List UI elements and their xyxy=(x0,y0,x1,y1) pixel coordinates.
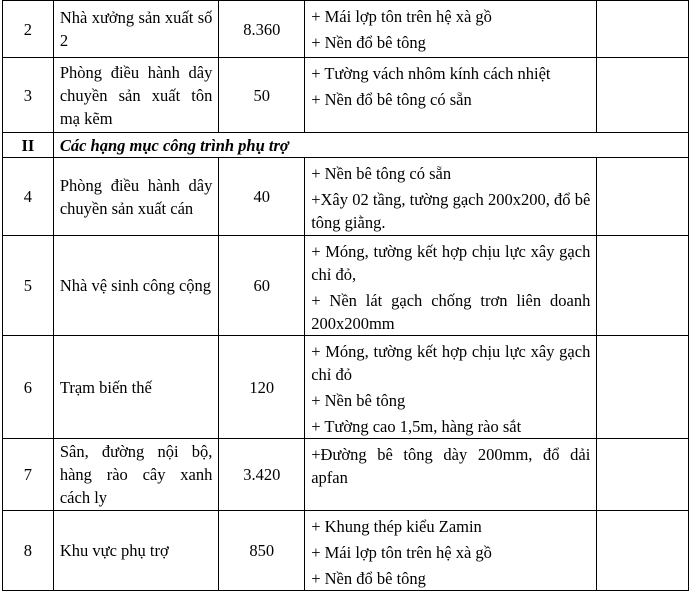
description-line: +Đường bê tông dày 200mm, đổ dải apfan xyxy=(311,445,591,487)
description-line: + Mái lợp tôn trên hệ xà gồ xyxy=(311,7,492,26)
section-title: Các hạng mục công trình phụ trợ xyxy=(53,133,688,158)
description-line: + Nền đổ bê tông xyxy=(311,569,426,588)
table-row xyxy=(3,336,689,439)
description-line: +Xây 02 tầng, tường gạch 200x200, đổ bê tông giằng. xyxy=(311,190,591,232)
section-number: II xyxy=(3,133,54,158)
table-row xyxy=(3,511,689,591)
item-description xyxy=(305,58,597,133)
item-name: Trạm biến thế xyxy=(53,336,219,439)
notes-cell xyxy=(597,336,689,439)
table-row xyxy=(3,158,689,236)
description-line: + Nền đổ bê tông xyxy=(311,33,426,52)
item-area: 40 xyxy=(219,158,305,236)
item-area: 60 xyxy=(219,236,305,336)
item-area: 850 xyxy=(219,511,305,591)
description-line: + Nền bê tông xyxy=(311,391,406,410)
item-description xyxy=(305,158,597,236)
description-line: + Tường vách nhôm kính cách nhiệt xyxy=(311,64,551,83)
item-description xyxy=(305,511,597,591)
row-number: 4 xyxy=(3,158,54,236)
table-row xyxy=(3,439,689,511)
item-name: Phòng điều hành dây chuyền sản xuất tôn mạ kẽm xyxy=(53,58,219,133)
notes-cell xyxy=(597,236,689,336)
item-area: 50 xyxy=(219,58,305,133)
description-line: + Khung thép kiểu Zamin xyxy=(311,517,482,536)
item-area: 8.360 xyxy=(219,1,305,58)
row-number: 6 xyxy=(3,336,54,439)
item-description xyxy=(305,236,597,336)
description-line: + Móng, tường kết hợp chịu lực xây gạch chỉ đỏ xyxy=(311,342,591,384)
row-number: 2 xyxy=(3,1,54,58)
description-line: + Mái lợp tôn trên hệ xà gồ xyxy=(311,543,492,562)
description-line: + Nền đổ bê tông có sẵn xyxy=(311,90,472,109)
row-number: 7 xyxy=(3,439,54,511)
notes-cell xyxy=(597,511,689,591)
item-description xyxy=(305,439,597,511)
item-name: Phòng điều hành dây chuyền sản xuất cán xyxy=(53,158,219,236)
item-area: 120 xyxy=(219,336,305,439)
table-row xyxy=(3,236,689,336)
item-name: Nhà vệ sinh công cộng xyxy=(53,236,219,336)
item-name: Nhà xưởng sản xuất số 2 xyxy=(53,1,219,58)
description-line: + Móng, tường kết hợp chịu lực xây gạch chỉ đỏ, xyxy=(311,242,591,284)
row-number: 3 xyxy=(3,58,54,133)
description-line: + Tường cao 1,5m, hàng rào sắt xyxy=(311,417,522,436)
item-description xyxy=(305,1,597,58)
item-description xyxy=(305,336,597,439)
notes-cell xyxy=(597,58,689,133)
notes-cell xyxy=(597,439,689,511)
item-name: Sân, đường nội bộ, hàng rào cây xanh cách ly xyxy=(53,439,219,511)
description-line: + Nền lát gạch chống trơn liên doanh 200x200mm xyxy=(311,291,591,333)
facilities-table xyxy=(2,0,689,591)
item-area: 3.420 xyxy=(219,439,305,511)
description-line: + Nền bê tông có sẵn xyxy=(311,164,452,183)
row-number: 8 xyxy=(3,511,54,591)
table-row xyxy=(3,1,689,58)
row-number: 5 xyxy=(3,236,54,336)
section-header-row xyxy=(3,133,689,158)
notes-cell xyxy=(597,1,689,58)
item-name: Khu vực phụ trợ xyxy=(53,511,219,591)
notes-cell xyxy=(597,158,689,236)
table-row xyxy=(3,58,689,133)
